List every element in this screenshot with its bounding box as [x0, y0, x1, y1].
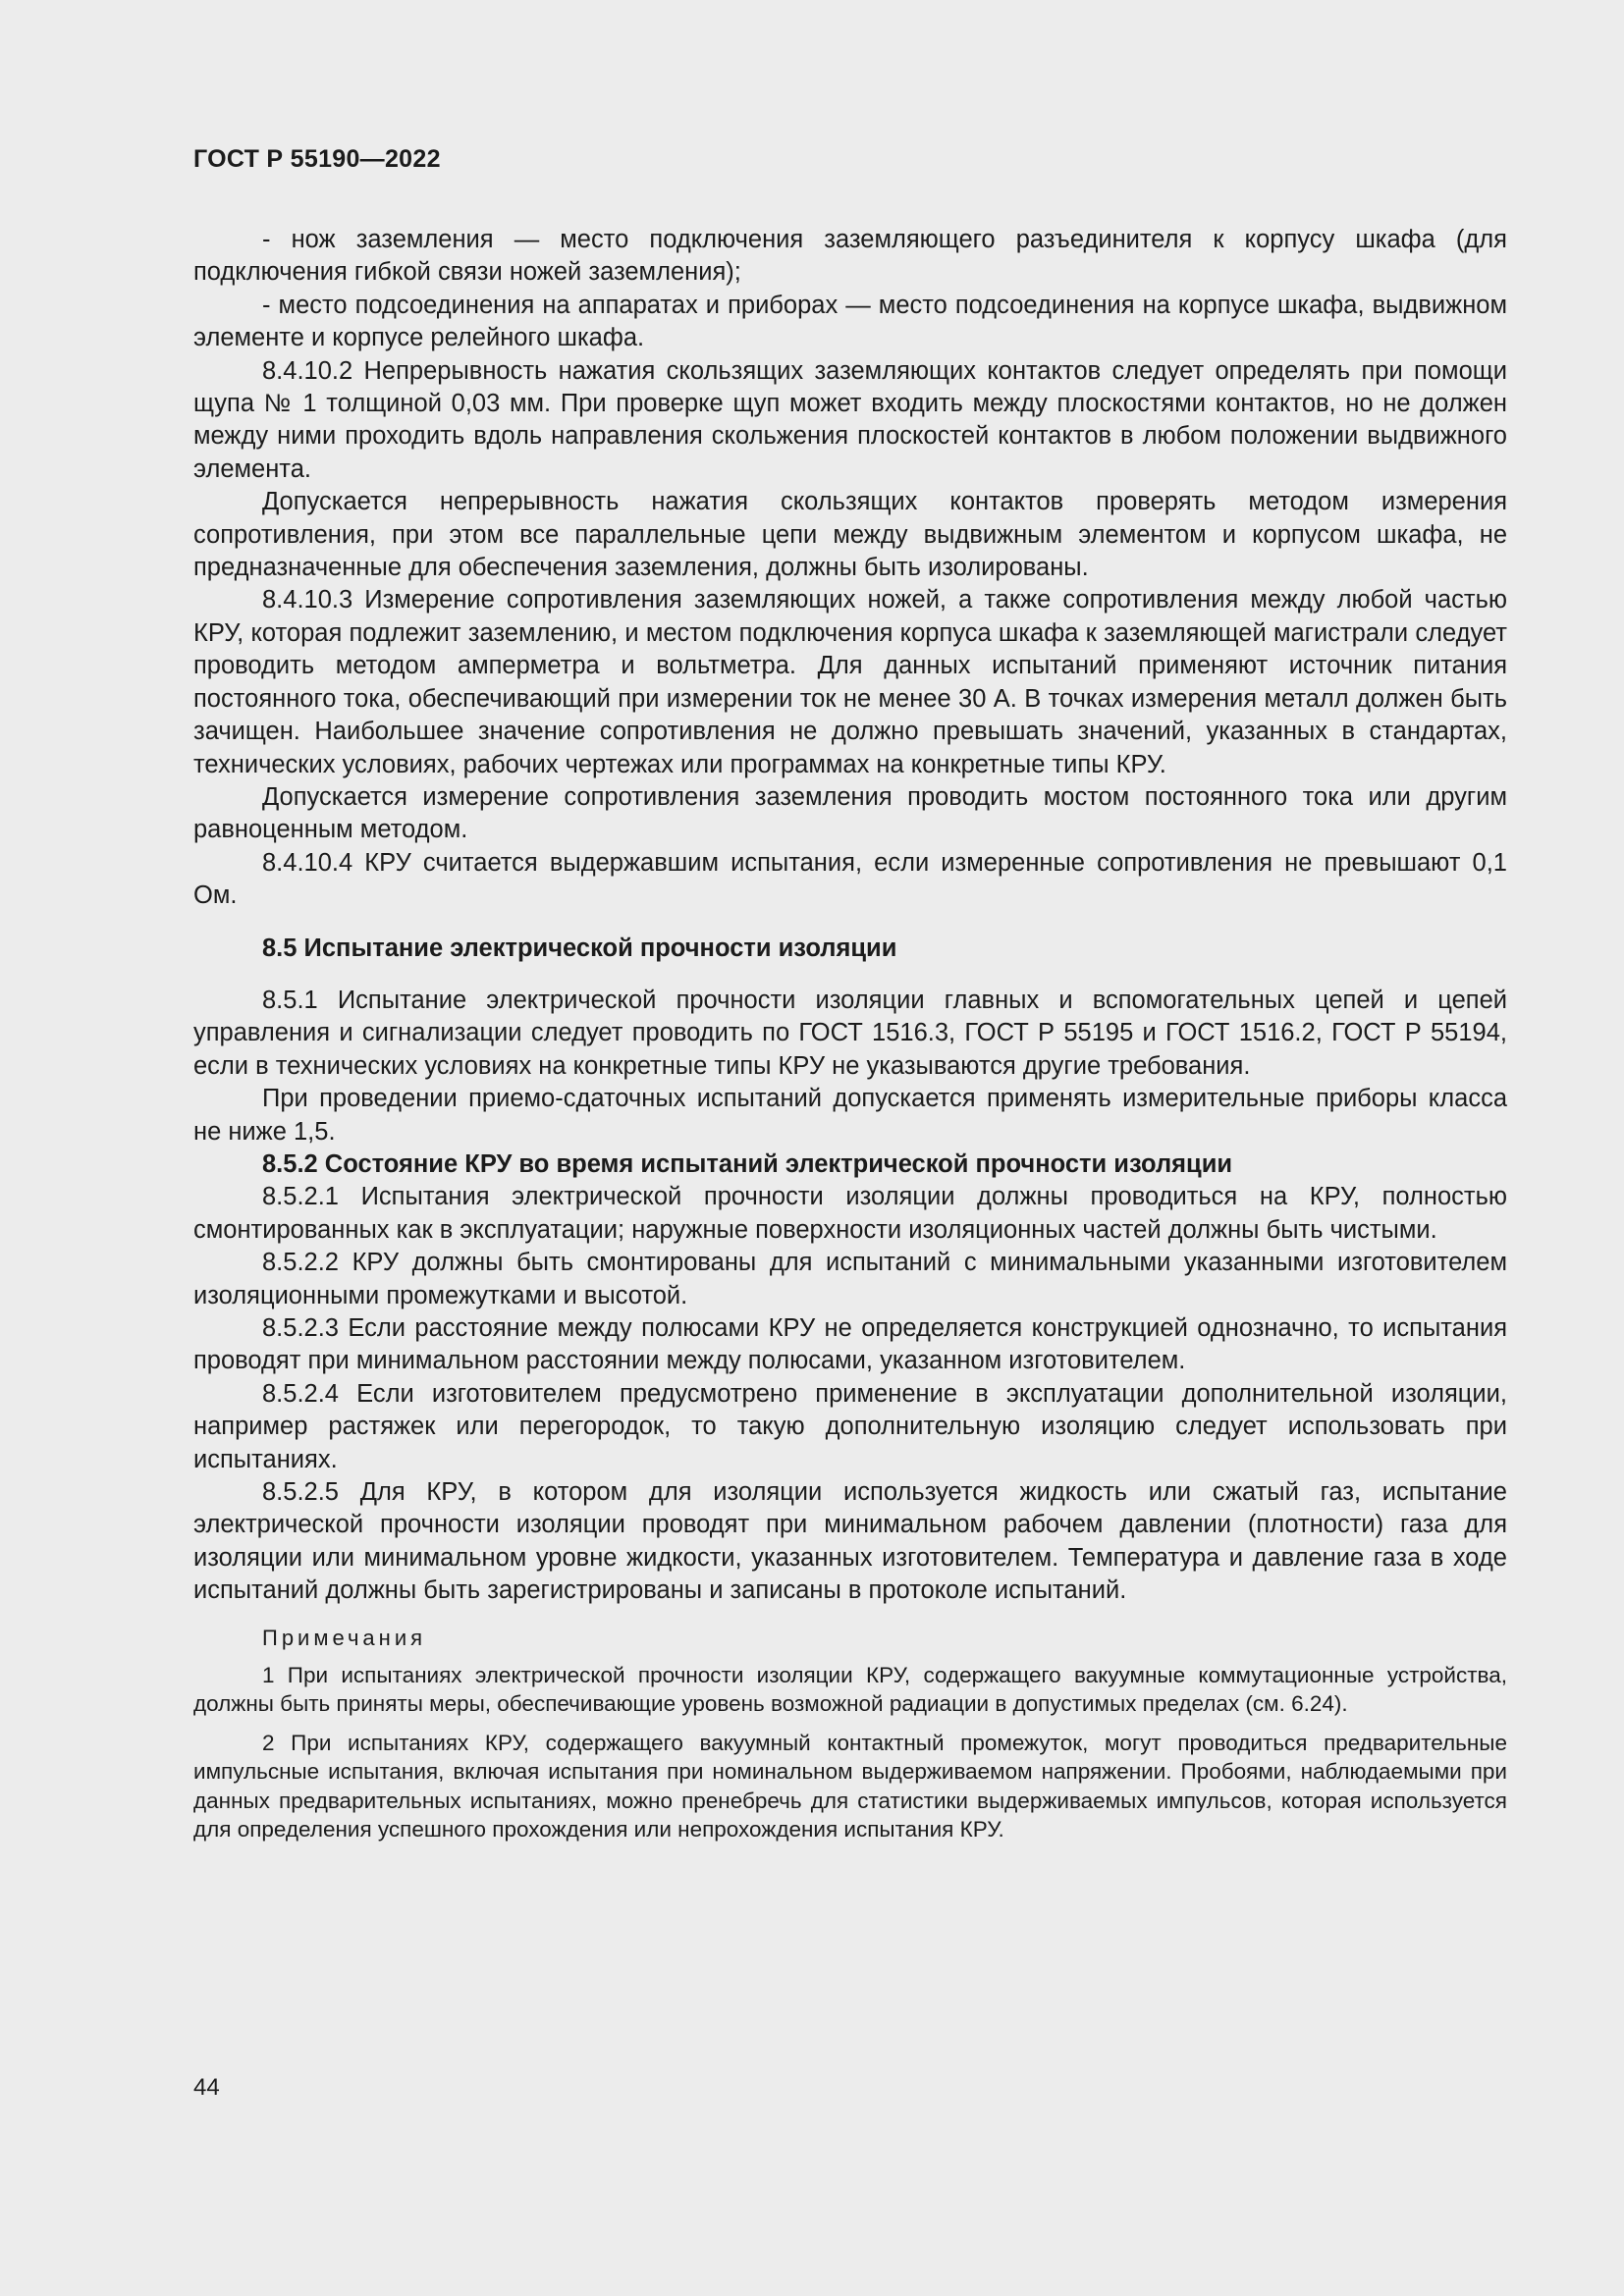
paragraph-grounding-knife: - нож заземления — место подключения заземляющего разъединителя к корпусу шкафа (для подключения гибкой связи ножей заземления); — [193, 226, 1507, 287]
paragraph-acceptance-tests: При проведении приемо-сдаточных испытаний допускается применять измерительные приборы класса не ниже 1,5. — [193, 1085, 1507, 1146]
paragraph-8-5-2-4: 8.5.2.4 Если изготовителем предусмотрено применение в эксплуатации дополнительной изоляции, например растяжек или перегородок, то такую дополнительную изоляцию следует использовать при испытаниях. — [193, 1379, 1507, 1473]
paragraph-8-5-2-2: 8.5.2.2 КРУ должны быть смонтированы для испытаний с минимальными указанными изготовителем изоляционными промежутками и высотой. — [193, 1249, 1507, 1309]
page-number: 44 — [193, 2074, 220, 2101]
note-2: 2 При испытаниях КРУ, содержащего вакуумный контактный промежуток, могут проводиться предварительные импульсные испытания, включая испытания при номинальном выдерживаемом напряжении. Пробоями, наблюдаемыми при данных предварительных испытаниях, можно пренебречь для статистики выдерживаемых импульсов, которая используется для определения успешного прохождения или непрохождения испытания КРУ. — [193, 1730, 1507, 1842]
paragraph-8-5-2-1: 8.5.2.1 Испытания электрической прочности изоляции должны проводиться на КРУ, полностью смонтированных как в эксплуатации; наружные поверхности изоляционных частей должны быть чистыми. — [193, 1183, 1507, 1244]
paragraph-continuity-resistance: Допускается непрерывность нажатия скользящих контактов проверять методом измерения сопротивления, при этом все параллельные цепи между выдвижным элементом и корпусом шкафа, не предназначенные для обеспечения заземления, должны быть изолированы. — [193, 488, 1507, 582]
paragraph-8-4-10-3: 8.4.10.3 Измерение сопротивления заземляющих ножей, а также сопротивления между любой частью КРУ, которая подлежит заземлению, и местом подключения корпуса шкафа к заземляющей магистрали следует проводить методом амперметра и вольтметра. Для данных испытаний применяют источник питания постоянного тока, обеспечивающий при измерении ток не менее 30 А. В точках измерения металл должен быть зачищен. Наибольшее значение сопротивления не должно превышать значений, указанных в стандартах, технических условиях, рабочих чертежах или программах на конкретные типы КРУ. — [193, 586, 1507, 778]
section-heading-8-5-2: 8.5.2 Состояние КРУ во время испытаний электрической прочности изоляции — [262, 1149, 1233, 1178]
paragraph-8-4-10-2: 8.4.10.2 Непрерывность нажатия скользящих заземляющих контактов следует определять при помощи щупа № 1 толщиной 0,03 мм. При проверке щуп может входить между плоскостями контактов, но не должен между ними проходить вдоль направления скольжения плоскостей контактов в любом положении выдвижного элемента. — [193, 356, 1507, 483]
section-heading-8-5: 8.5 Испытание электрической прочности изоляции — [262, 934, 897, 962]
note-1: 1 При испытаниях электрической прочности изоляции КРУ, содержащего вакуумные коммутационные устройства, должны быть приняты меры, обеспечивающие уровень возможной радиации в допустимых пределах (см. 6.24). — [193, 1662, 1507, 1717]
paragraph-8-5-2-3: 8.5.2.3 Если расстояние между полюсами КРУ не определяется конструкцией однозначно, то испытания проводят при минимальном расстоянии между полюсами, указанном изготовителем. — [193, 1314, 1507, 1375]
paragraph-8-5-1: 8.5.1 Испытание электрической прочности изоляции главных и вспомогательных цепей и цепей управления и сигнализации следует проводить по ГОСТ 1516.3, ГОСТ Р 55195 и ГОСТ 1516.2, ГОСТ Р 55194, если в технических условиях на конкретные типы КРУ не указываются другие требования. — [193, 986, 1507, 1080]
paragraph-8-5-2-5: 8.5.2.5 Для КРУ, в котором для изоляции используется жидкость или сжатый газ, испытание электрической прочности изоляции проводят при минимальном рабочем давлении (плотности) газа для изоляции или минимальном уровне жидкости, указанных изготовителем. Температура и давление газа в ходе испытаний должны быть зарегистрированы и записаны в протоколе испытаний. — [193, 1478, 1507, 1605]
paragraph-bridge-method: Допускается измерение сопротивления заземления проводить мостом постоянного тока или другим равноценным методом. — [193, 782, 1507, 844]
paragraph-8-4-10-4: 8.4.10.4 КРУ считается выдержавшим испытания, если измеренные сопротивления не превышают 0,1 Ом. — [193, 848, 1507, 910]
page-body — [193, 224, 1507, 1854]
paragraph-connection-point: - место подсоединения на аппаратах и приборах — место подсоединения на корпусе шкафа, выдвижном элементе и корпусе релейного шкафа. — [193, 291, 1507, 352]
notes-title: Примечания — [262, 1625, 427, 1650]
document-code-header: ГОСТ Р 55190—2022 — [193, 145, 441, 173]
